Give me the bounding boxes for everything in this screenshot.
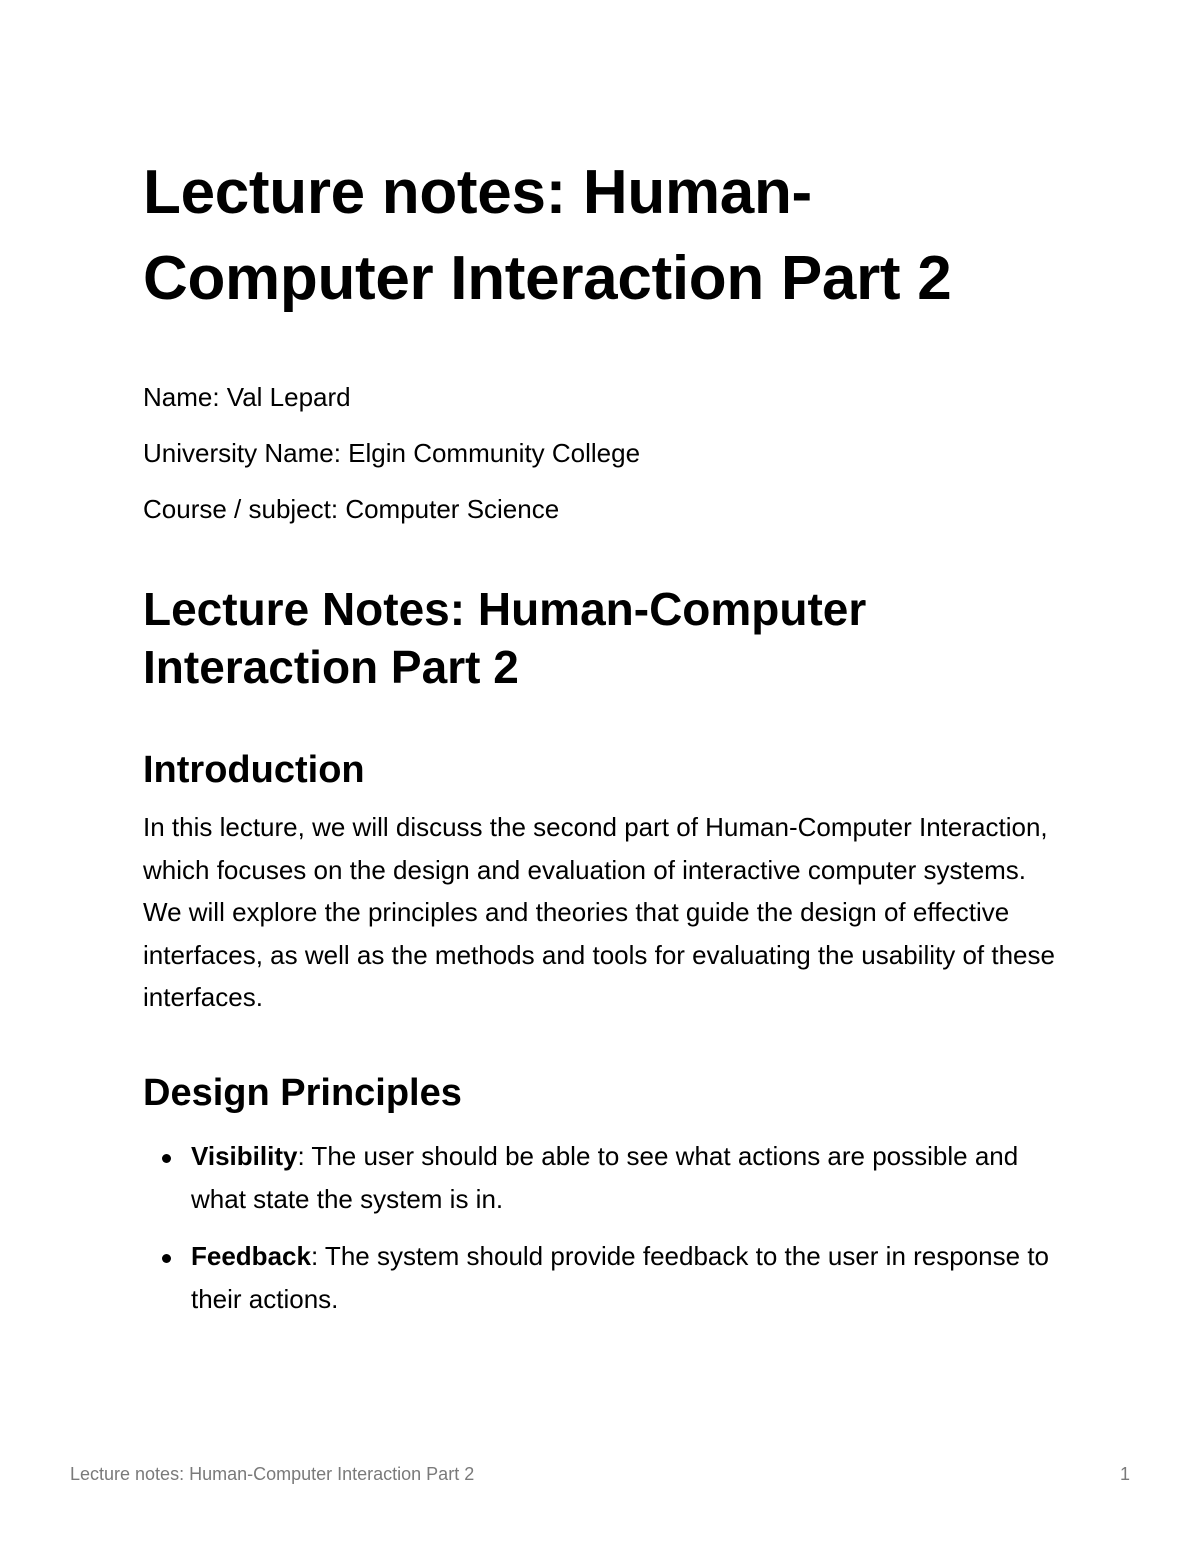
principle-description: : The user should be able to see what actions are possible and what state the system is in.: [191, 1140, 1019, 1214]
introduction-text: In this lecture, we will discuss the second part of Human-Computer Interaction, which focuses on the design and evaluation of interactive computer systems. We will explore the principles and theories that guide the design of effective interfaces, as well as the methods and tools for evaluating the usability of these interfaces.: [143, 812, 1055, 1012]
list-item: [191, 1235, 1063, 1321]
principle-term: Feedback: [191, 1240, 311, 1271]
principle-description: : The system should provide feedback to the user in response to their actions.: [191, 1240, 1050, 1314]
document-metadata: [143, 384, 1063, 522]
university-name: University Name: Elgin Community College: [143, 438, 641, 468]
page-content: [143, 150, 1063, 1335]
principle-term: Visibility: [191, 1140, 298, 1171]
footer-title: Lecture notes: Human-Computer Interaction Part 2: [70, 1464, 475, 1484]
list-item: [191, 1135, 1063, 1221]
author-name: Name: Val Lepard: [143, 382, 351, 412]
section-title: Lecture Notes: Human-Computer Interaction Part 2: [143, 583, 867, 693]
design-principles-list: [143, 1135, 1063, 1321]
design-principles-heading: Design Principles: [143, 1071, 462, 1114]
introduction-heading: Introduction: [143, 749, 365, 791]
page-number: 1: [1119, 1464, 1130, 1484]
course-subject: Course / subject: Computer Science: [143, 494, 560, 524]
document-title: Lecture notes: Human- Computer Interaction Part 2: [143, 158, 952, 313]
